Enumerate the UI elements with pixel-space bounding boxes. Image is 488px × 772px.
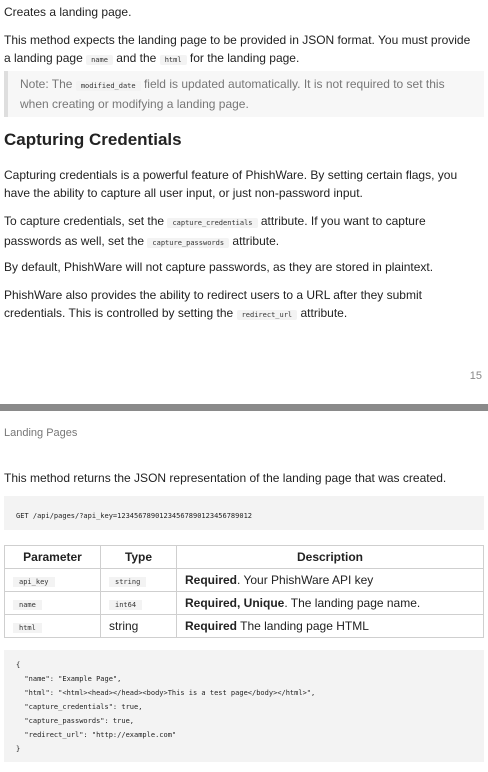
table-row <box>5 592 484 615</box>
capture-settings-paragraph: To capture credentials, set the capture_credentials attribute. If you want to capture passwords as well, set the capture_passwords attribute. <box>4 214 426 248</box>
param-name: html <box>13 623 42 633</box>
section-heading: Capturing Credentials <box>4 130 182 149</box>
redirect-url-code: redirect_url <box>237 310 298 320</box>
table-row <box>5 569 484 592</box>
param-type: string <box>109 577 146 587</box>
intro-text: Creates a landing page. <box>4 5 132 19</box>
param-name: name <box>13 600 42 610</box>
param-description: The landing page HTML <box>237 619 369 633</box>
table-header-row <box>5 546 484 569</box>
redirect-paragraph: PhishWare also provides the ability to redirect users to a URL after they submit credentials. This is controlled by setting the redirect_url attribute. <box>4 288 422 320</box>
json-format-paragraph: This method expects the landing page to be provided in JSON format. You must provide a landing page name and the html for the landing page. <box>4 33 471 65</box>
table-row <box>5 615 484 638</box>
header-parameter: Parameter <box>5 546 101 569</box>
param-required: Required <box>185 619 238 633</box>
capture-passwords-code: capture_passwords <box>147 238 229 248</box>
param-description: . Your PhishWare API key <box>237 573 374 587</box>
param-required: Required <box>185 573 238 587</box>
capture-intro-paragraph: Capturing credentials is a powerful feature of PhishWare. By setting certain flags, you have the ability to capture all user input, or just non-password input. <box>4 168 458 200</box>
header-type: Type <box>101 546 177 569</box>
returns-paragraph: This method returns the JSON representation of the landing page that was created. <box>4 471 447 485</box>
param-type: int64 <box>109 600 142 610</box>
page-divider <box>0 404 488 411</box>
note-callout: Note: The modified_date field is updated automatically. It is not required to set this when creating or modifying a landing page. <box>4 71 484 117</box>
default-behavior-paragraph: By default, PhishWare will not capture passwords, as they are stored in plaintext. <box>4 260 434 274</box>
param-description: . The landing page name. <box>284 596 421 610</box>
param-required: Required, Unique <box>185 596 285 610</box>
page-number: 15 <box>469 370 482 382</box>
name-code: name <box>86 55 113 65</box>
parameters-table <box>4 545 484 638</box>
modified-date-code: modified_date <box>76 81 141 91</box>
json-example-code: { "name": "Example Page", "html": "<html><head></head><body>This is a test page</body></html>", "capture_credentials": true, "capture_passwords": true, "redirect_url": "http://example.com" } <box>16 661 316 753</box>
capture-credentials-code: capture_credentials <box>167 218 257 228</box>
request-line: GET /api/pages/?api_key=12345678901234567890123456789012 <box>16 512 253 520</box>
json-example-block <box>4 650 484 762</box>
request-example-block <box>4 496 484 530</box>
param-type: string <box>109 619 139 633</box>
html-code: html <box>160 55 187 65</box>
param-name: api_key <box>13 577 55 587</box>
header-description: Description <box>177 546 484 569</box>
running-header: Landing Pages <box>4 427 78 439</box>
